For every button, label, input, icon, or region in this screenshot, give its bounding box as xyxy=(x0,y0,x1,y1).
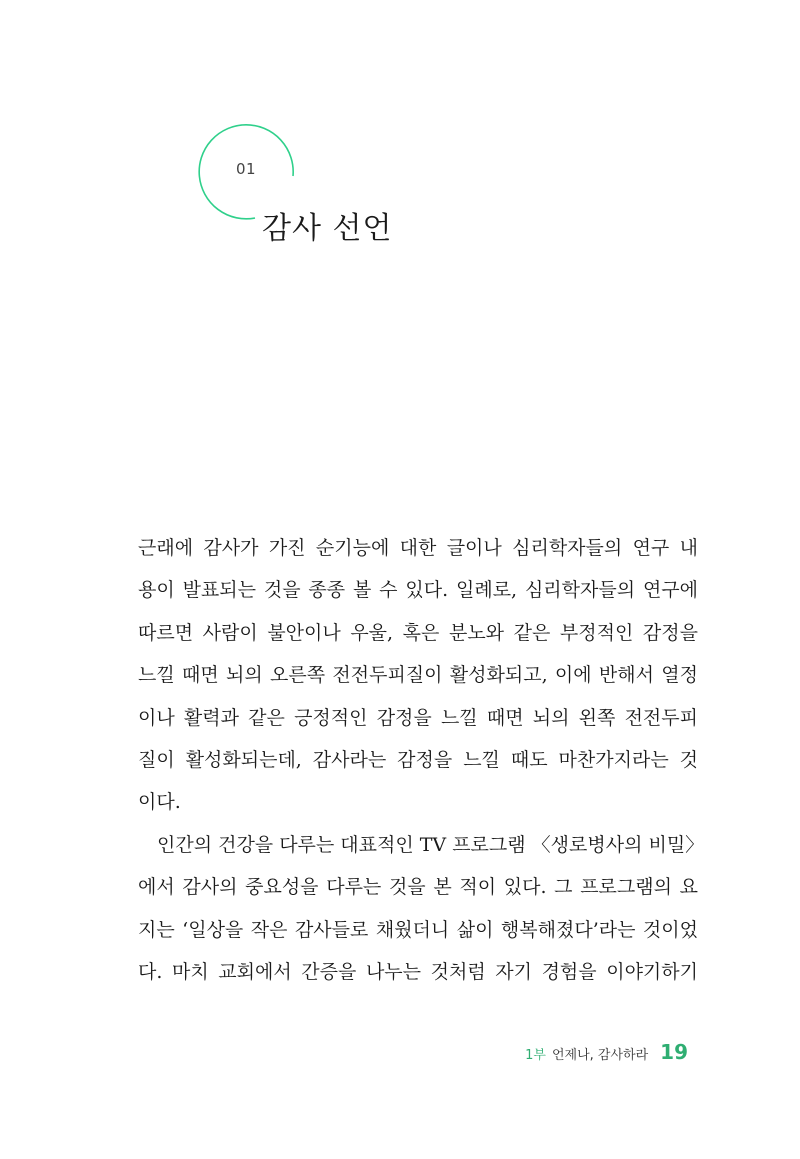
footer-chapter-title: 언제나, 감사하라 xyxy=(551,1048,649,1063)
body-line: 에서 감사의 중요성을 다루는 것을 본 적이 있다. 그 프로그램의 요 xyxy=(138,876,698,899)
body-line: 인간의 건강을 다루는 대표적인 TV 프로그램 〈생로병사의 비밀〉 xyxy=(157,833,705,856)
body-line: 질이 활성화되는데, 감사라는 감정을 느낄 때도 마찬가지라는 것 xyxy=(138,748,698,771)
body-line: 느낄 때면 뇌의 오른쪽 전전두피질이 활성화되고, 이에 반해서 열정 xyxy=(138,664,698,687)
body-text xyxy=(138,527,705,993)
body-line: 이다. xyxy=(138,791,181,814)
chapter-title: 감사 선언 xyxy=(262,211,393,246)
chapter-number: 01 xyxy=(236,160,257,178)
body-line: 근래에 감사가 가진 순기능에 대한 글이나 심리학자들의 연구 내 xyxy=(138,537,698,559)
footer-part-label: 1부 xyxy=(525,1048,546,1063)
body-line: 따르면 사람이 불안이나 우울, 혹은 분노와 같은 부정적인 감정을 xyxy=(138,621,698,644)
page-footer xyxy=(525,1040,688,1064)
body-line: 지는 ‘일상을 작은 감사들로 채웠더니 삶이 행복해졌다’라는 것이었 xyxy=(138,918,698,941)
body-line: 용이 발표되는 것을 종종 볼 수 있다. 일례로, 심리학자들의 연구에 xyxy=(138,579,698,602)
body-line: 다. 마치 교회에서 간증을 나누는 것처럼 자기 경험을 이야기하기 xyxy=(138,960,698,983)
body-line: 이나 활력과 같은 긍정적인 감정을 느낄 때면 뇌의 왼쪽 전전두피 xyxy=(138,706,698,729)
page-number: 19 xyxy=(660,1040,688,1064)
